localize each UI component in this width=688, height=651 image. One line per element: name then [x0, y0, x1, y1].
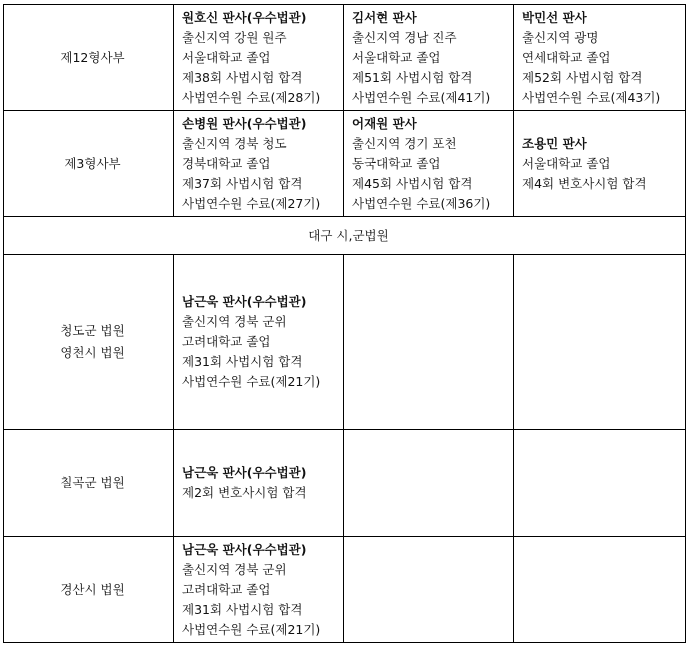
judge-detail: 제31회 사법시험 합격: [182, 354, 303, 369]
judge-detail: 출신지역 경남 진주: [352, 29, 457, 45]
court-judge-table: [3, 4, 686, 643]
judge-detail: 제52회 사법시험 합격: [522, 69, 643, 85]
judge-name: 김서현 판사: [352, 9, 417, 25]
judge-cell: [174, 537, 344, 643]
section-header: [4, 217, 686, 255]
judge-detail: 출신지역 경기 포천: [352, 135, 457, 151]
judge-detail: 경북대학교 졸업: [182, 155, 271, 171]
empty-cell: [344, 537, 514, 643]
judge-detail: 사법연수원 수료(제43기): [522, 89, 661, 105]
court-name: 경산시 법원: [60, 581, 125, 597]
judge-detail: 사법연수원 수료(제36기): [352, 195, 491, 211]
judge-detail: 서울대학교 졸업: [352, 49, 441, 65]
judge-detail: 제51회 사법시험 합격: [352, 69, 473, 85]
judge-cell: [514, 5, 686, 111]
judge-detail: 연세대학교 졸업: [522, 49, 611, 65]
court-name: 칠곡군 법원: [60, 475, 125, 490]
empty-cell: [514, 537, 686, 643]
judge-detail: 사법연수원 수료(제41기): [352, 89, 491, 105]
judge-detail: 고려대학교 졸업: [182, 334, 271, 349]
judge-cell: [174, 5, 344, 111]
court-name: 제3형사부: [64, 155, 121, 171]
judge-detail: 출신지역 경북 청도: [182, 135, 287, 151]
judge-name: 손병원 판사(우수법관): [182, 115, 307, 131]
empty-cell: [514, 255, 686, 430]
judge-cell: [514, 111, 686, 217]
judge-detail: 서울대학교 졸업: [182, 49, 271, 65]
judge-detail: 출신지역 경북 군위: [182, 314, 287, 329]
judge-detail: 제2회 변호사시험 합격: [182, 485, 307, 500]
section-title: 대구 시,군법원: [308, 227, 389, 243]
court-name-cell: [4, 5, 174, 111]
table-row: [4, 255, 686, 430]
judge-detail: 출신지역 강원 원주: [182, 29, 287, 45]
judge-detail: 서울대학교 졸업: [522, 155, 611, 171]
court-name: 청도군 법원: [60, 323, 125, 338]
court-name: 제12형사부: [60, 49, 125, 65]
table-row: [4, 111, 686, 217]
empty-cell: [344, 430, 514, 537]
table-row: [4, 430, 686, 537]
judge-detail: 사법연수원 수료(제28기): [182, 89, 321, 105]
judge-detail: 사법연수원 수료(제21기): [182, 374, 321, 389]
judge-detail: 사법연수원 수료(제21기): [182, 621, 321, 637]
judge-detail: 출신지역 경북 군위: [182, 561, 287, 577]
judge-cell: [174, 255, 344, 430]
judge-detail: 출신지역 광명: [522, 29, 599, 45]
empty-cell: [344, 255, 514, 430]
judge-name: 박민선 판사: [522, 9, 587, 25]
judge-detail: 제37회 사법시험 합격: [182, 175, 303, 191]
judge-name: 남근욱 판사(우수법관): [182, 294, 307, 309]
judge-detail: 제45회 사법시험 합격: [352, 175, 473, 191]
judge-name: 어재원 판사: [352, 115, 417, 131]
judge-name: 남근욱 판사(우수법관): [182, 465, 307, 480]
judge-name: 원호신 판사(우수법관): [182, 9, 307, 25]
judge-name: 남근욱 판사(우수법관): [182, 541, 307, 557]
judge-detail: 동국대학교 졸업: [352, 155, 441, 171]
table-row: [4, 537, 686, 643]
judge-cell: [344, 111, 514, 217]
judge-cell: [174, 430, 344, 537]
judge-detail: 사법연수원 수료(제27기): [182, 195, 321, 211]
court-name-cell: [4, 111, 174, 217]
judge-name: 조용민 판사: [522, 135, 587, 151]
table-row: [4, 217, 686, 255]
judge-detail: 제31회 사법시험 합격: [182, 601, 303, 617]
judge-cell: [174, 111, 344, 217]
court-name-cell: [4, 255, 174, 430]
judge-cell: [344, 5, 514, 111]
court-name: 영천시 법원: [60, 345, 125, 360]
judge-detail: 제4회 변호사시험 합격: [522, 175, 647, 191]
judge-detail: 제38회 사법시험 합격: [182, 69, 303, 85]
table-row: [4, 5, 686, 111]
court-name-cell: [4, 430, 174, 537]
empty-cell: [514, 430, 686, 537]
court-name-cell: [4, 537, 174, 643]
judge-detail: 고려대학교 졸업: [182, 581, 271, 597]
